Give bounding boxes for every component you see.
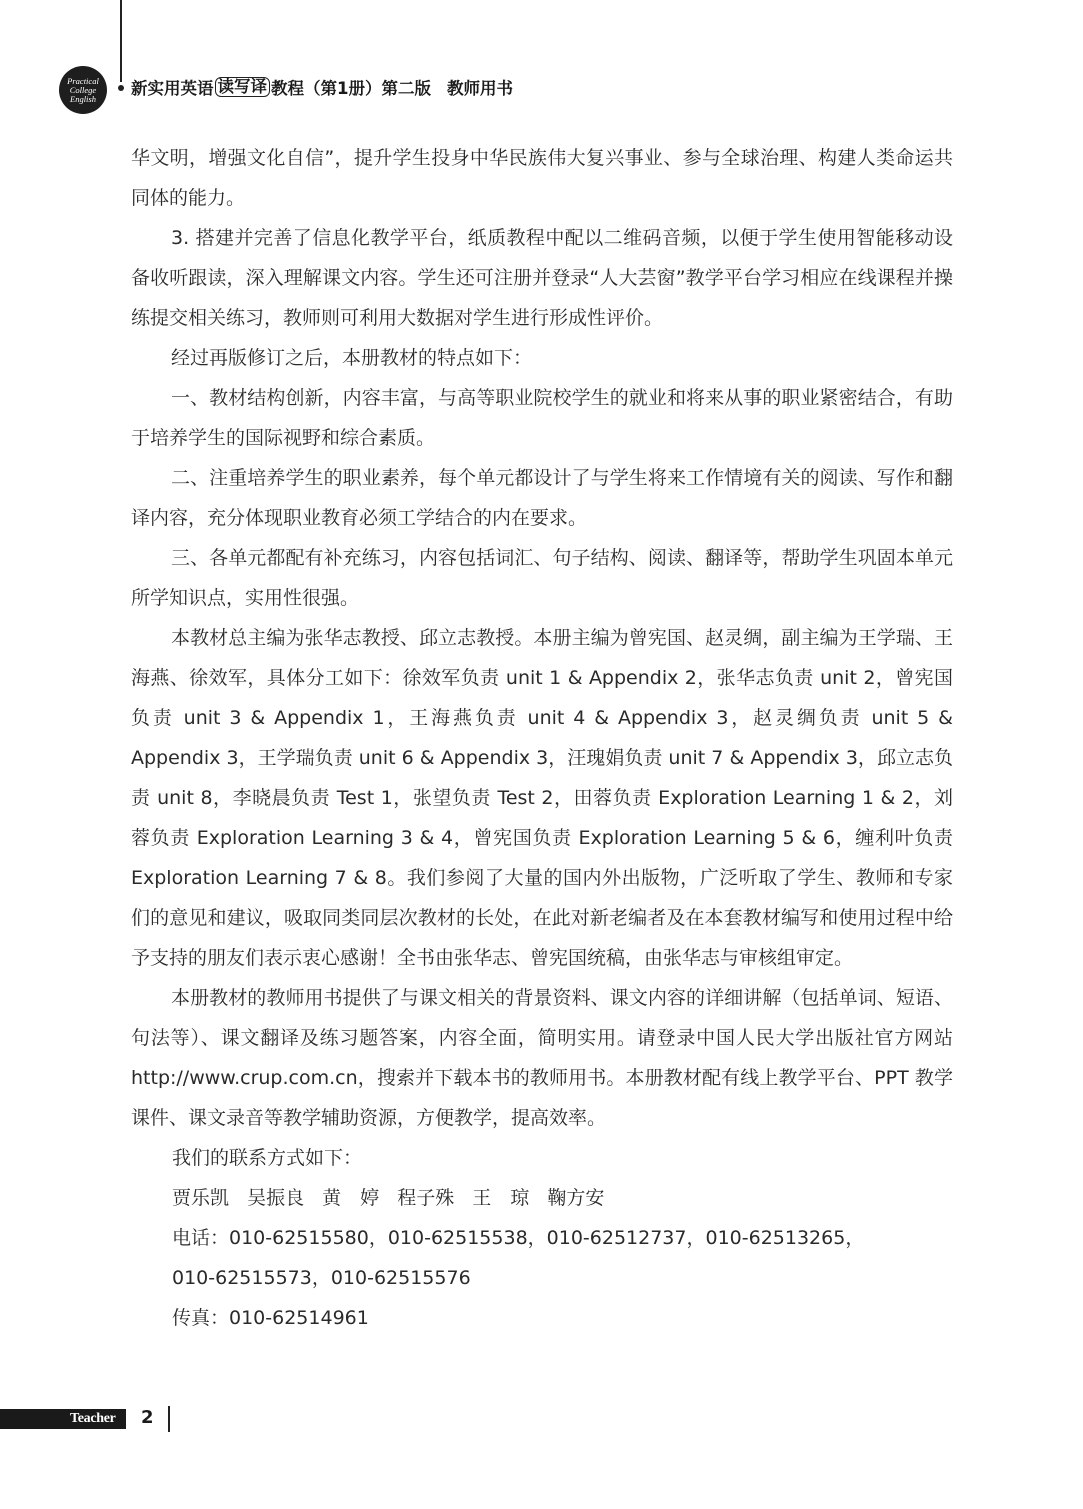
header-vertical-rule bbox=[120, 0, 122, 82]
paragraph-item-3: 3. 搭建并完善了信息化教学平台，纸质教程中配以二维码音频，以便于学生使用智能移动设备收听跟读，深入理解课文内容。学生还可注册并登录“人大芸窗”教学平台学习相应在线课程并操练提交相关练习，教师则可利用大数据对学生进行形成性评价。 bbox=[131, 227, 953, 329]
logo-line-1: Practical bbox=[67, 75, 99, 86]
page-number: 2 bbox=[141, 1407, 154, 1428]
paragraph-teacher-book: 本册教材的教师用书提供了与课文相关的背景资料、课文内容的详细讲解（包括单词、短语、句法等）、课文翻译及练习题答案，内容全面，简明实用。请登录中国人民大学出版社官方网站 http://www.crup.com.cn，搜索并下载本书的教师用书。本册教材配有线上教学平台、PPT 教学课件、课文录音等教学辅助资源，方便教学，提高效率。 bbox=[131, 987, 953, 1129]
paragraph-continuation: 华文明，增强文化自信”，提升学生投身中华民族伟大复兴事业、参与全球治理、构建人类命运共同体的能力。 bbox=[131, 147, 953, 209]
footer-rule bbox=[168, 1406, 170, 1432]
contact-name: 吴振良 bbox=[247, 1187, 305, 1209]
running-header bbox=[131, 76, 513, 98]
contact-phone-line-2: 010-62515573，010-62515576 bbox=[172, 1267, 471, 1289]
contact-phone-line-1: 电话：010-62515580，010-62515538，010-62512737，010-62513265， bbox=[172, 1227, 865, 1249]
practical-college-english-logo bbox=[59, 66, 107, 114]
header-bullet bbox=[118, 85, 124, 91]
contact-name: 黄 婷 bbox=[322, 1187, 380, 1209]
logo-line-3: English bbox=[70, 93, 96, 104]
header-title-boxed: 读写译 bbox=[215, 77, 271, 97]
contact-intro: 我们的联系方式如下： bbox=[172, 1147, 363, 1169]
paragraph-editors: 本教材总主编为张华志教授、邱立志教授。本册主编为曾宪国、赵灵绸，副主编为王学瑞、王海燕、徐效军，具体分工如下：徐效军负责 unit 1 & Appendix 2，张华志负责 unit 2，曾宪国负责 unit 3 & Appendix 1，王海燕负责 unit 4 & Appendix 3，赵灵绸负责 unit 5 & Appendix 3，王学瑞负责 unit 6 & Appendix 3，汪瑰娟负责 unit 7 & Appendix 3，邱立志负责 unit 8，李晓晨负责 Test 1，张望负责 Test 2，田蓉负责 Exploration Learning 1 & 2，刘蓉负责 Exploration Learning 3 & 4，曾宪国负责 Exploration Learning 5 & 6，缠利叶负责 Exploration Learning 7 & 8。我们参阅了大量的国内外出版物，广泛听取了学生、教师和专家们的意见和建议，吸取同类同层次教材的长处，在此对新老编者及在本套教材编写和使用过程中给予支持的朋友们表示衷心感谢！全书由张华志、曾宪国统稿，由张华志与审核组审定。 bbox=[131, 627, 953, 969]
body-text bbox=[131, 138, 953, 1338]
contact-names bbox=[131, 1178, 953, 1218]
header-title-part3: 教师用书 bbox=[446, 79, 513, 98]
contact-name: 鞠方安 bbox=[547, 1187, 605, 1209]
contact-name: 程子殊 bbox=[397, 1187, 455, 1209]
logo-line-2: College bbox=[69, 84, 97, 95]
paragraph-feature-3: 三、各单元都配有补充练习，内容包括词汇、句子结构、阅读、翻译等，帮助学生巩固本单元所学知识点，实用性很强。 bbox=[131, 547, 953, 609]
header-title-part1: 新实用英语 bbox=[131, 79, 214, 98]
header-title-part2: 教程（第1册）第二版 bbox=[271, 79, 431, 98]
contact-name: 王 琼 bbox=[472, 1187, 530, 1209]
paragraph-features-intro: 经过再版修订之后，本册教材的特点如下： bbox=[171, 347, 533, 369]
contact-name: 贾乐凯 bbox=[172, 1187, 230, 1209]
paragraph-feature-1: 一、教材结构创新，内容丰富，与高等职业院校学生的就业和将来从事的职业紧密结合，有助于培养学生的国际视野和综合素质。 bbox=[131, 387, 953, 449]
contact-fax: 传真：010-62514961 bbox=[172, 1307, 369, 1329]
footer-teacher-label: Teacher bbox=[70, 1411, 116, 1426]
paragraph-feature-2: 二、注重培养学生的职业素养，每个单元都设计了与学生将来工作情境有关的阅读、写作和翻译内容，充分体现职业教育必须工学结合的内在要求。 bbox=[131, 467, 953, 529]
